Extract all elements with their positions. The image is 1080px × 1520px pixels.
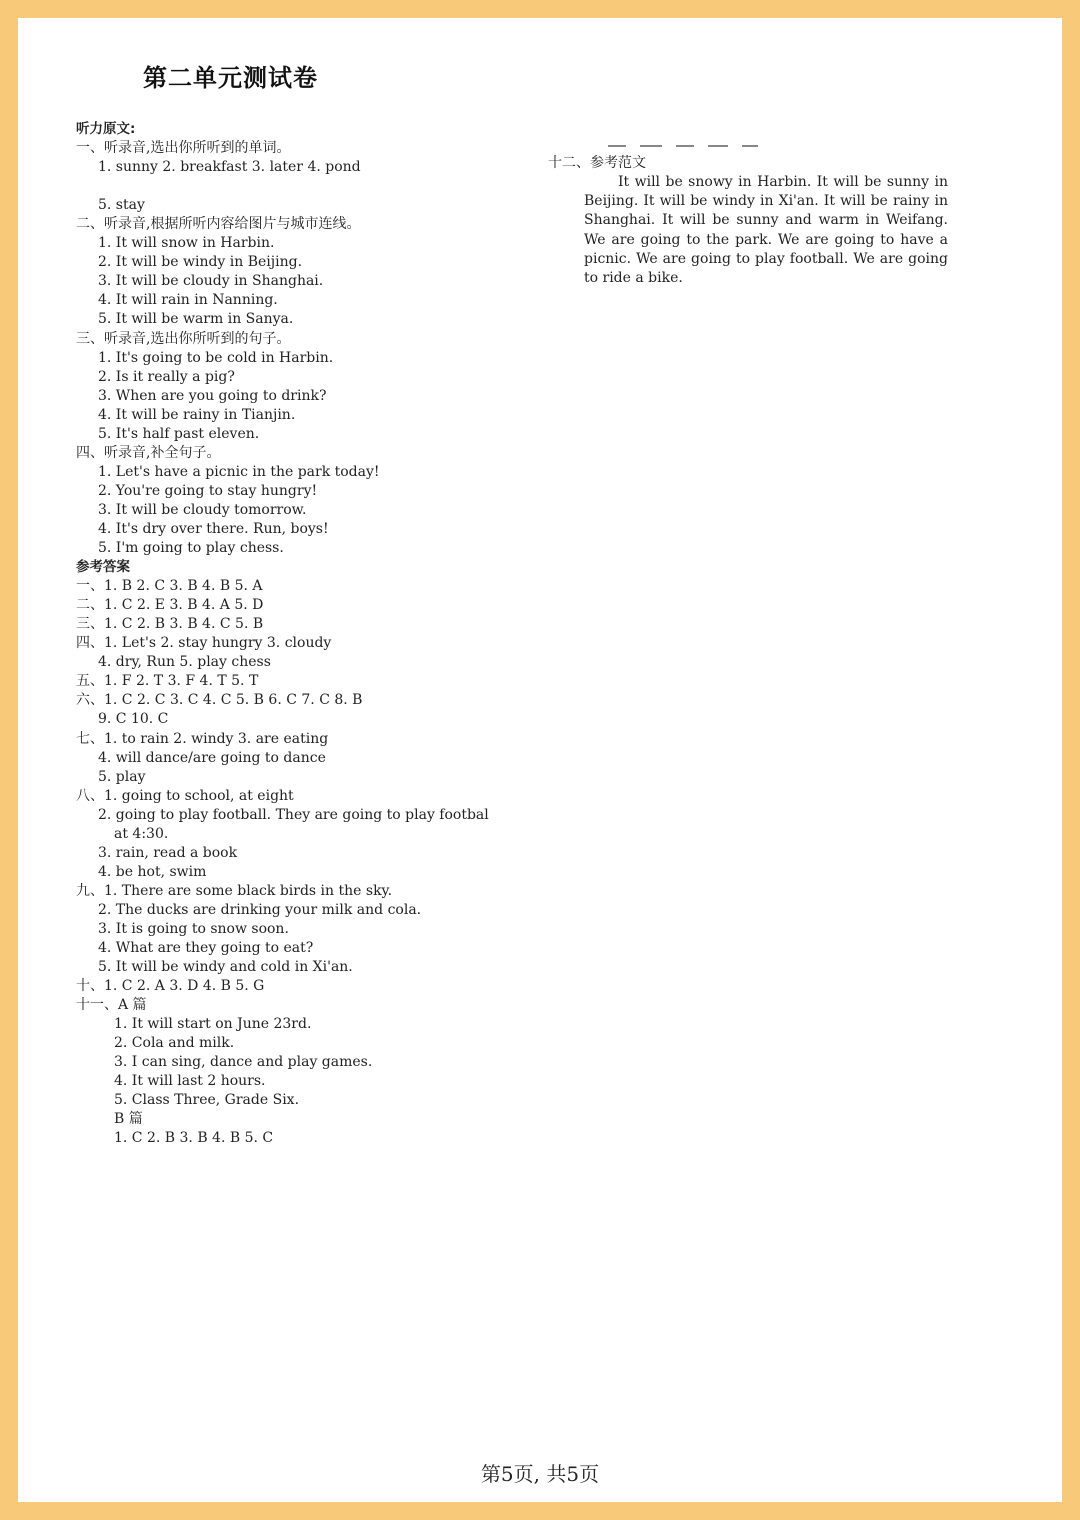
text-line: 3. It will be cloudy tomorrow.: [98, 501, 307, 518]
text-line: 五、1. F 2. T 3. F 4. T 5. T: [76, 673, 259, 690]
text-line: 四、1. Let's 2. stay hungry 3. cloudy: [76, 635, 332, 652]
text-line: 一、听录音,选出你所听到的单词。: [76, 140, 291, 157]
text-line: 4. will dance/are going to dance: [98, 749, 326, 766]
document-page: [18, 18, 1062, 1502]
text-line: 二、听录音,根据所听内容给图片与城市连线。: [76, 216, 361, 233]
text-line: 2. going to play football. They are going to play footbal: [98, 806, 489, 823]
section-heading: 听力原文:: [76, 121, 136, 137]
text-line: 1. Let's have a picnic in the park today!: [98, 463, 380, 480]
answer-key-column: [76, 120, 506, 1149]
text-line: 9. C 10. C: [98, 711, 169, 728]
page-title: 第二单元测试卷: [143, 64, 318, 92]
text-line: 4. It's dry over there. Run, boys!: [98, 520, 329, 537]
text-line: 九、1. There are some black birds in the sky.: [76, 882, 393, 899]
text-line: 2. Cola and milk.: [114, 1035, 235, 1052]
text-line: at 4:30.: [114, 825, 169, 842]
text-line: 3. It will be cloudy in Shanghai.: [98, 273, 324, 290]
text-line: 2. Is it really a pig?: [98, 368, 235, 385]
text-line: [76, 177, 506, 196]
text-line: 三、1. C 2. B 3. B 4. C 5. B: [76, 616, 264, 633]
text-line: 3. When are you going to drink?: [98, 387, 327, 404]
text-line: 一、1. B 2. C 3. B 4. B 5. A: [76, 578, 263, 595]
section-heading: 参考答案: [76, 559, 130, 576]
text-line: 2. You're going to stay hungry!: [98, 482, 318, 499]
text-line: 三、听录音,选出你所听到的句子。: [76, 330, 291, 347]
text-line: 4. What are they going to eat?: [98, 940, 314, 957]
text-line: 十一、A 篇: [76, 997, 147, 1014]
text-line: 4. It will rain in Nanning.: [98, 292, 278, 309]
text-line: 七、1. to rain 2. windy 3. are eating: [76, 730, 329, 747]
text-line: B 篇: [114, 1111, 143, 1128]
text-line: 5. It will be windy and cold in Xi'an.: [98, 959, 353, 976]
text-line: 3. I can sing, dance and play games.: [114, 1054, 373, 1071]
sample-essay-column: [548, 154, 952, 288]
text-line: 5. play: [98, 768, 146, 785]
text-line: 1. It will start on June 23rd.: [114, 1016, 312, 1033]
text-line: 1. It will snow in Harbin.: [98, 235, 275, 252]
text-line: 3. It is going to snow soon.: [98, 920, 289, 937]
text-line: 5. It's half past eleven.: [98, 425, 260, 442]
text-line: 5. Class Three, Grade Six.: [114, 1092, 300, 1109]
text-line: 六、1. C 2. C 3. C 4. C 5. B 6. C 7. C 8. B: [76, 692, 363, 709]
text-line: 3. rain, read a book: [98, 844, 238, 861]
text-line: 十、1. C 2. A 3. D 4. B 5. G: [76, 978, 265, 995]
text-line: 1. C 2. B 3. B 4. B 5. C: [114, 1130, 274, 1147]
text-line: 5. It will be warm in Sanya.: [98, 311, 294, 328]
text-line: 4. It will be rainy in Tianjin.: [98, 406, 296, 423]
page-number-footer: 第5页, 共5页: [480, 1462, 600, 1486]
text-line: 4. dry, Run 5. play chess: [98, 654, 271, 671]
text-line: 4. be hot, swim: [98, 863, 207, 880]
cropped-text-fragment: [608, 145, 798, 149]
essay-paragraph: It will be snowy in Harbin. It will be sunny in Beijing. It will be windy in Xi'an. It will be rainy in Shanghai. It will be sunny and warm in Weifang. We are going to the park. We are going to have a picnic. We are going to play football. We are going to ride a bike.: [584, 174, 948, 287]
text-line: 1. sunny 2. breakfast 3. later 4. pond: [98, 159, 361, 176]
text-line: 2. The ducks are drinking your milk and cola.: [98, 901, 422, 918]
text-line: 二、1. C 2. E 3. B 4. A 5. D: [76, 597, 264, 614]
text-line: 5. stay: [98, 197, 145, 214]
text-line: 1. It's going to be cold in Harbin.: [98, 349, 334, 366]
essay-heading: 十二、参考范文: [548, 155, 646, 171]
text-line: 八、1. going to school, at eight: [76, 787, 294, 804]
text-line: 4. It will last 2 hours.: [114, 1073, 266, 1090]
text-line: 2. It will be windy in Beijing.: [98, 254, 303, 271]
text-line: 四、听录音,补全句子。: [76, 444, 221, 461]
text-line: 5. I'm going to play chess.: [98, 540, 284, 557]
